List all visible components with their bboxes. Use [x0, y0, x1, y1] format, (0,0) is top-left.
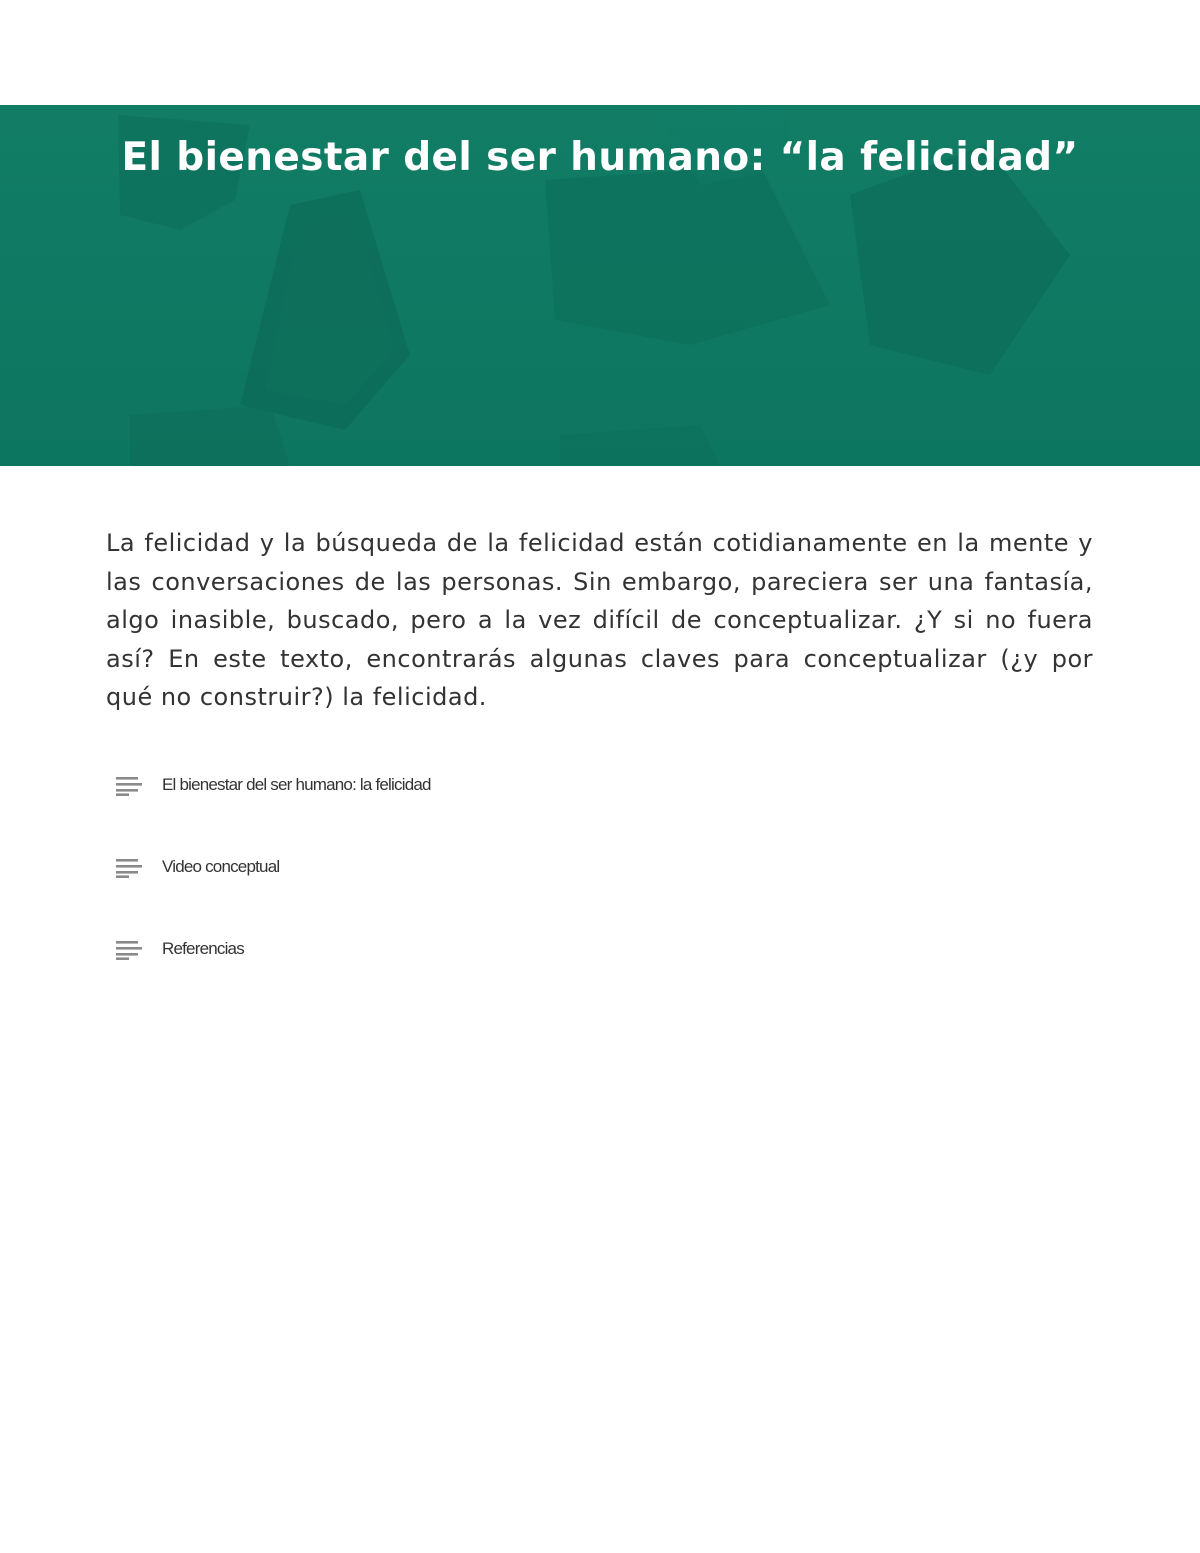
toc-item-label: Referencias: [162, 939, 244, 958]
text-lines-icon: [114, 938, 142, 960]
toc-item-referencias[interactable]: [114, 934, 714, 1016]
toc-item-label: El bienestar del ser humano: la felicidad: [162, 775, 431, 794]
toc-item-bienestar[interactable]: [114, 770, 714, 852]
text-lines-icon: [114, 856, 142, 878]
table-of-contents: [114, 770, 714, 1016]
intro-paragraph: La felicidad y la búsqueda de la felicidad están cotidianamente en la mente y las conversaciones de las personas. Sin embargo, pareciera ser una fantasía, algo inasible, buscado, pero a la vez difícil de conceptualizar. ¿Y si no fuera así? En este texto, encontrarás algunas claves para conceptualizar (¿y por qué no construir?) la felicidad.: [106, 529, 1093, 712]
header-banner: [0, 105, 1200, 466]
page-title: El bienestar del ser humano: “la felicidad”: [121, 135, 1079, 180]
toc-item-video[interactable]: [114, 852, 714, 934]
text-lines-icon: [114, 774, 142, 796]
toc-item-label: Video conceptual: [162, 857, 280, 876]
